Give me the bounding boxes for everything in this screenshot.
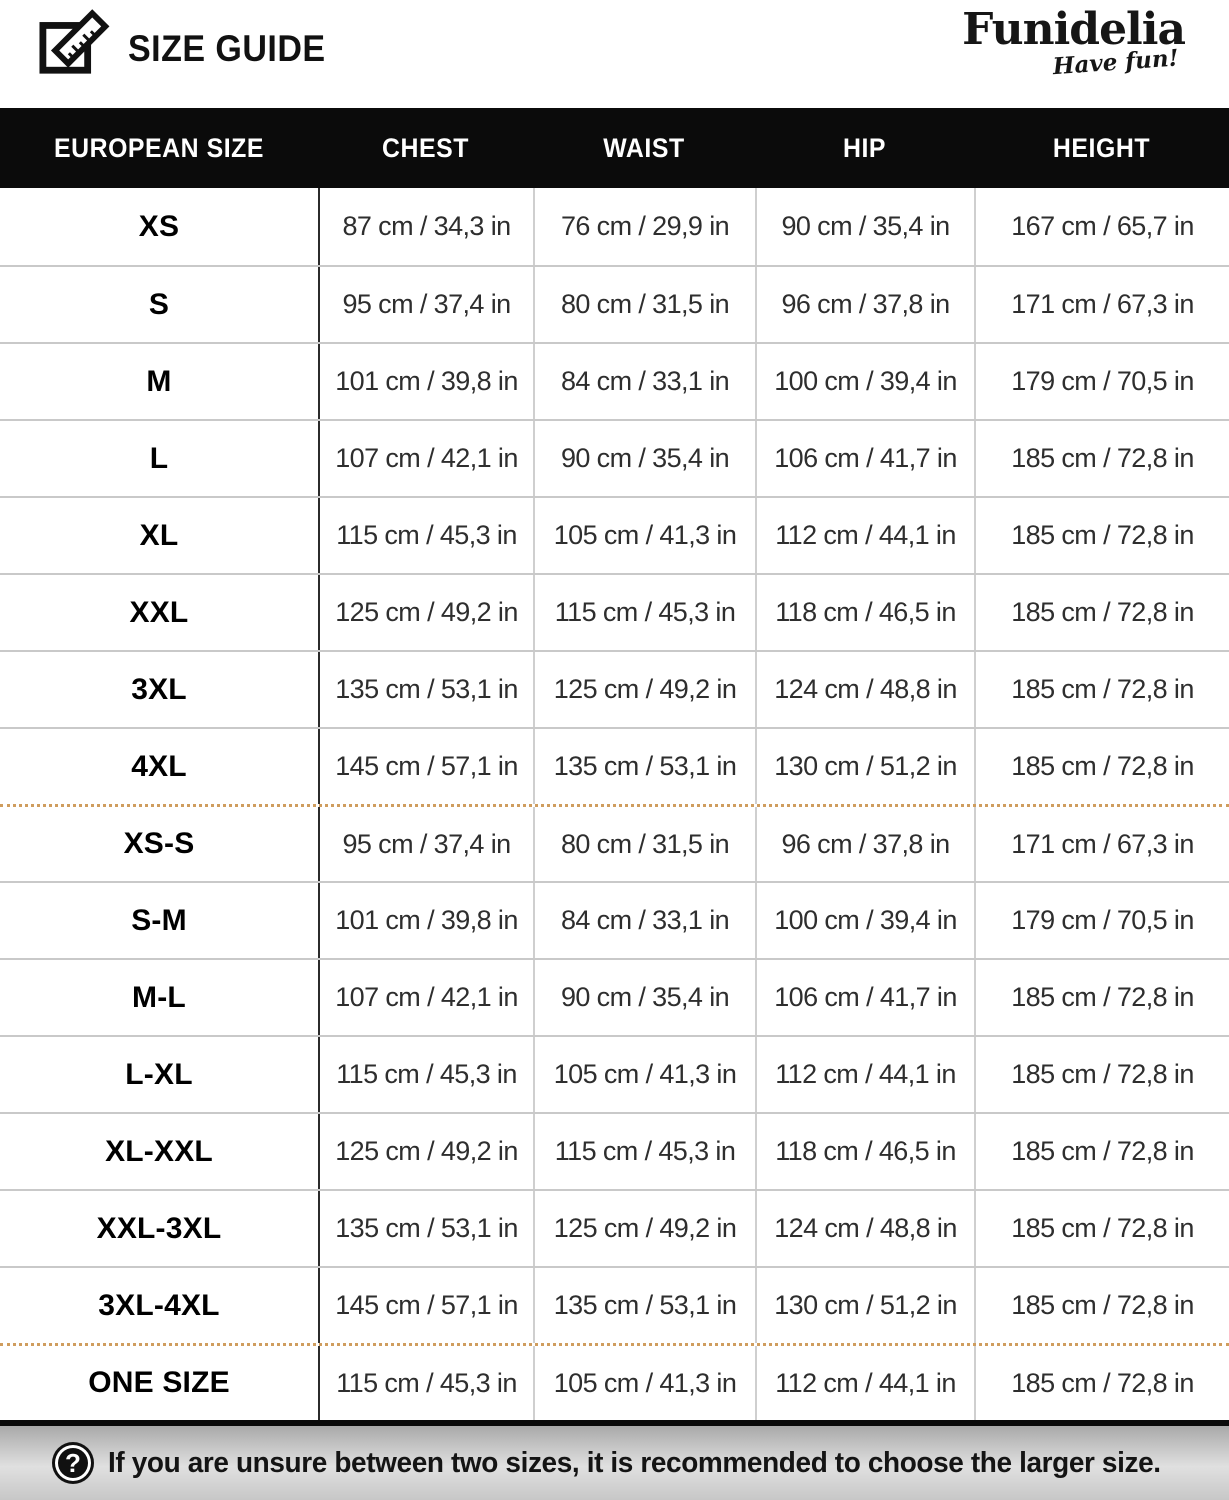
brand-name: Funidelia [962, 4, 1185, 55]
chest-value: 145 cm / 57,1 in [318, 1268, 533, 1343]
chest-value: 115 cm / 45,3 in [318, 498, 533, 573]
waist-value: 125 cm / 49,2 in [533, 1191, 755, 1266]
size-row-one-size [0, 1343, 1229, 1420]
hip-value: 124 cm / 48,8 in [755, 652, 974, 727]
waist-value: 80 cm / 31,5 in [533, 807, 755, 881]
hip-value: 124 cm / 48,8 in [755, 1191, 974, 1266]
column-header-waist: WAIST [603, 132, 685, 163]
size-label: M-L [132, 980, 186, 1014]
hip-value: 90 cm / 35,4 in [755, 188, 974, 265]
size-label: S [148, 287, 170, 321]
hip-value: 118 cm / 46,5 in [755, 1114, 974, 1189]
hip-value: 112 cm / 44,1 in [755, 1037, 974, 1112]
footer-note-bar [0, 1420, 1229, 1500]
size-row-xl-xxl [0, 1112, 1229, 1189]
height-value: 185 cm / 72,8 in [974, 575, 1229, 650]
size-row-l [0, 419, 1229, 496]
size-label: 4XL [131, 749, 187, 783]
size-label: 3XL [131, 672, 187, 706]
waist-value: 105 cm / 41,3 in [533, 1037, 755, 1112]
size-label: XXL [129, 595, 189, 629]
size-label: L [149, 441, 169, 475]
size-label: XXL-3XL [96, 1211, 222, 1245]
waist-value: 90 cm / 35,4 in [533, 960, 755, 1035]
height-value: 185 cm / 72,8 in [974, 729, 1229, 804]
height-value: 179 cm / 70,5 in [974, 344, 1229, 419]
size-label: S-M [131, 903, 187, 937]
question-mark-icon: ? [52, 1442, 94, 1484]
table-header-row [0, 108, 1229, 188]
size-label: L-XL [125, 1057, 193, 1091]
size-row-xs [0, 188, 1229, 265]
waist-value: 135 cm / 53,1 in [533, 729, 755, 804]
waist-value: 115 cm / 45,3 in [533, 1114, 755, 1189]
height-value: 185 cm / 72,8 in [974, 1114, 1229, 1189]
column-header-european-size: EUROPEAN SIZE [53, 132, 265, 163]
waist-value: 135 cm / 53,1 in [533, 1268, 755, 1343]
top-bar [0, 0, 1229, 108]
chest-value: 115 cm / 45,3 in [318, 1037, 533, 1112]
column-header-height: HEIGHT [1052, 132, 1151, 163]
size-row-xxl [0, 573, 1229, 650]
height-value: 185 cm / 72,8 in [974, 1037, 1229, 1112]
waist-value: 84 cm / 33,1 in [533, 883, 755, 958]
waist-value: 125 cm / 49,2 in [533, 652, 755, 727]
hip-value: 106 cm / 41,7 in [755, 421, 974, 496]
size-table-body [0, 188, 1229, 1420]
size-row-xs-s [0, 804, 1229, 881]
waist-value: 80 cm / 31,5 in [533, 267, 755, 342]
size-label: M [146, 364, 172, 398]
height-value: 171 cm / 67,3 in [974, 807, 1229, 881]
chest-value: 101 cm / 39,8 in [318, 883, 533, 958]
brand-logo [962, 4, 1185, 81]
size-row-m [0, 342, 1229, 419]
chest-value: 115 cm / 45,3 in [318, 1346, 533, 1420]
size-label: XL-XXL [105, 1134, 213, 1168]
hip-value: 118 cm / 46,5 in [755, 575, 974, 650]
chest-value: 101 cm / 39,8 in [318, 344, 533, 419]
chest-value: 107 cm / 42,1 in [318, 421, 533, 496]
size-row-xxl-3xl [0, 1189, 1229, 1266]
size-row-3xl-4xl [0, 1266, 1229, 1343]
hip-value: 96 cm / 37,8 in [755, 267, 974, 342]
size-label: XS [138, 209, 180, 243]
size-row-l-xl [0, 1035, 1229, 1112]
height-value: 171 cm / 67,3 in [974, 267, 1229, 342]
size-label: XS-S [123, 827, 195, 860]
waist-value: 90 cm / 35,4 in [533, 421, 755, 496]
waist-value: 115 cm / 45,3 in [533, 575, 755, 650]
chest-value: 125 cm / 49,2 in [318, 1114, 533, 1189]
column-header-hip: HIP [842, 132, 887, 163]
footer-note-text: If you are unsure between two sizes, it is recommended to choose the larger size. [108, 1446, 1161, 1479]
height-value: 167 cm / 65,7 in [974, 188, 1229, 265]
waist-value: 76 cm / 29,9 in [533, 188, 755, 265]
hip-value: 106 cm / 41,7 in [755, 960, 974, 1035]
height-value: 185 cm / 72,8 in [974, 652, 1229, 727]
hip-value: 112 cm / 44,1 in [755, 498, 974, 573]
height-value: 185 cm / 72,8 in [974, 421, 1229, 496]
hip-value: 130 cm / 51,2 in [755, 1268, 974, 1343]
chest-value: 95 cm / 37,4 in [318, 267, 533, 342]
column-header-chest: CHEST [382, 132, 469, 163]
size-label: 3XL-4XL [98, 1288, 220, 1322]
height-value: 185 cm / 72,8 in [974, 498, 1229, 573]
size-row-s [0, 265, 1229, 342]
waist-value: 105 cm / 41,3 in [533, 1346, 755, 1420]
chest-value: 107 cm / 42,1 in [318, 960, 533, 1035]
waist-value: 105 cm / 41,3 in [533, 498, 755, 573]
size-row-3xl [0, 650, 1229, 727]
size-label: XL [139, 518, 179, 552]
chest-value: 125 cm / 49,2 in [318, 575, 533, 650]
hip-value: 100 cm / 39,4 in [755, 883, 974, 958]
chest-value: 145 cm / 57,1 in [318, 729, 533, 804]
height-value: 185 cm / 72,8 in [974, 960, 1229, 1035]
ruler-square-icon [36, 6, 114, 78]
hip-value: 112 cm / 44,1 in [755, 1346, 974, 1420]
chest-value: 87 cm / 34,3 in [318, 188, 533, 265]
size-row-xl [0, 496, 1229, 573]
chest-value: 135 cm / 53,1 in [318, 1191, 533, 1266]
brand-tagline: Have fun! [1052, 44, 1180, 81]
waist-value: 84 cm / 33,1 in [533, 344, 755, 419]
size-row-m-l [0, 958, 1229, 1035]
height-value: 185 cm / 72,8 in [974, 1268, 1229, 1343]
size-label: ONE SIZE [88, 1366, 230, 1399]
page-title: SIZE GUIDE [128, 28, 326, 69]
size-row-4xl [0, 727, 1229, 804]
height-value: 179 cm / 70,5 in [974, 883, 1229, 958]
height-value: 185 cm / 72,8 in [974, 1191, 1229, 1266]
title-wrap [36, 6, 343, 78]
hip-value: 130 cm / 51,2 in [755, 729, 974, 804]
hip-value: 100 cm / 39,4 in [755, 344, 974, 419]
chest-value: 135 cm / 53,1 in [318, 652, 533, 727]
chest-value: 95 cm / 37,4 in [318, 807, 533, 881]
size-row-s-m [0, 881, 1229, 958]
height-value: 185 cm / 72,8 in [974, 1346, 1229, 1420]
hip-value: 96 cm / 37,8 in [755, 807, 974, 881]
